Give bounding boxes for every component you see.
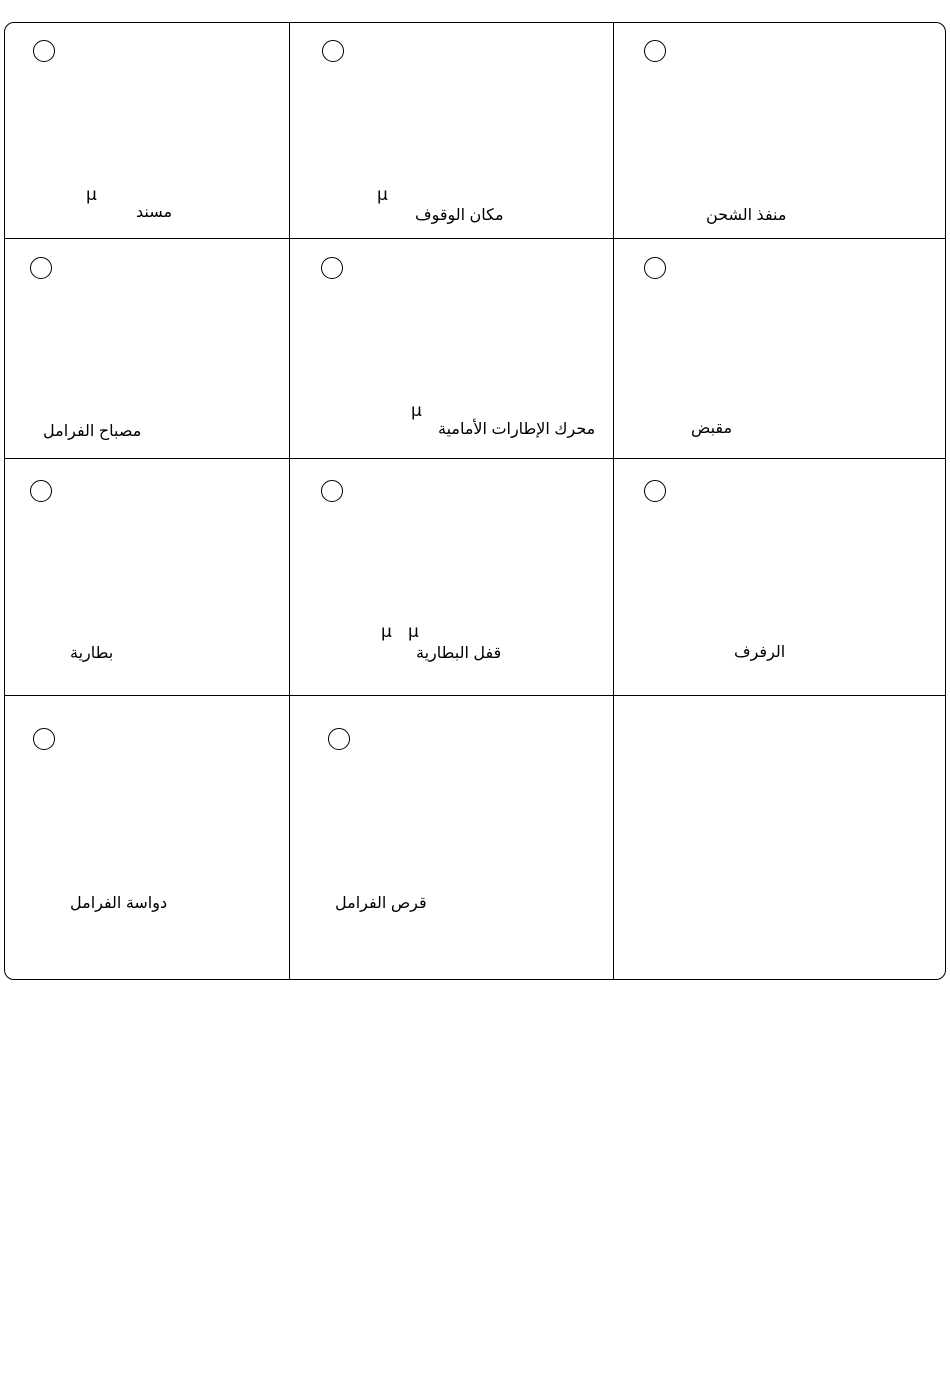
radio-option-charging-port[interactable] bbox=[644, 40, 666, 62]
label-brake-light: مصباح الفرامل bbox=[43, 423, 142, 440]
mu-mark: µ bbox=[377, 185, 388, 205]
label-battery-lock: قفل البطارية bbox=[416, 645, 502, 662]
label-brake-pedal: دواسة الفرامل bbox=[70, 895, 168, 912]
grid-divider-vertical bbox=[289, 22, 290, 980]
grid-divider-horizontal bbox=[4, 238, 946, 239]
radio-option-parking[interactable] bbox=[322, 40, 344, 62]
radio-option-brake-light[interactable] bbox=[30, 257, 52, 279]
label-battery: بطارية bbox=[70, 645, 114, 662]
label-parking: مكان الوقوف bbox=[415, 207, 504, 224]
mu-mark: µ bbox=[381, 622, 392, 642]
label-fender: الرفرف bbox=[734, 644, 786, 661]
label-charging-port: منفذ الشحن bbox=[706, 207, 787, 224]
label-brake-disc: قرص الفرامل bbox=[335, 895, 427, 912]
mu-mark: µ bbox=[86, 185, 97, 205]
label-support: مسند bbox=[136, 204, 173, 221]
radio-option-battery[interactable] bbox=[30, 480, 52, 502]
radio-option-support[interactable] bbox=[33, 40, 55, 62]
radio-option-handle[interactable] bbox=[644, 257, 666, 279]
label-handle: مقبض bbox=[691, 420, 733, 437]
radio-option-battery-lock[interactable] bbox=[321, 480, 343, 502]
parts-grid bbox=[4, 22, 946, 980]
radio-option-brake-pedal[interactable] bbox=[33, 728, 55, 750]
radio-option-brake-disc[interactable] bbox=[328, 728, 350, 750]
mu-mark: µ bbox=[408, 622, 419, 642]
grid-divider-horizontal bbox=[4, 695, 946, 696]
radio-option-front-wheel-motor[interactable] bbox=[321, 257, 343, 279]
grid-divider-horizontal bbox=[4, 458, 946, 459]
label-front-wheel-motor: محرك الإطارات الأمامية bbox=[438, 421, 596, 438]
grid-divider-vertical bbox=[613, 22, 614, 980]
radio-option-fender[interactable] bbox=[644, 480, 666, 502]
mu-mark: µ bbox=[411, 401, 422, 421]
